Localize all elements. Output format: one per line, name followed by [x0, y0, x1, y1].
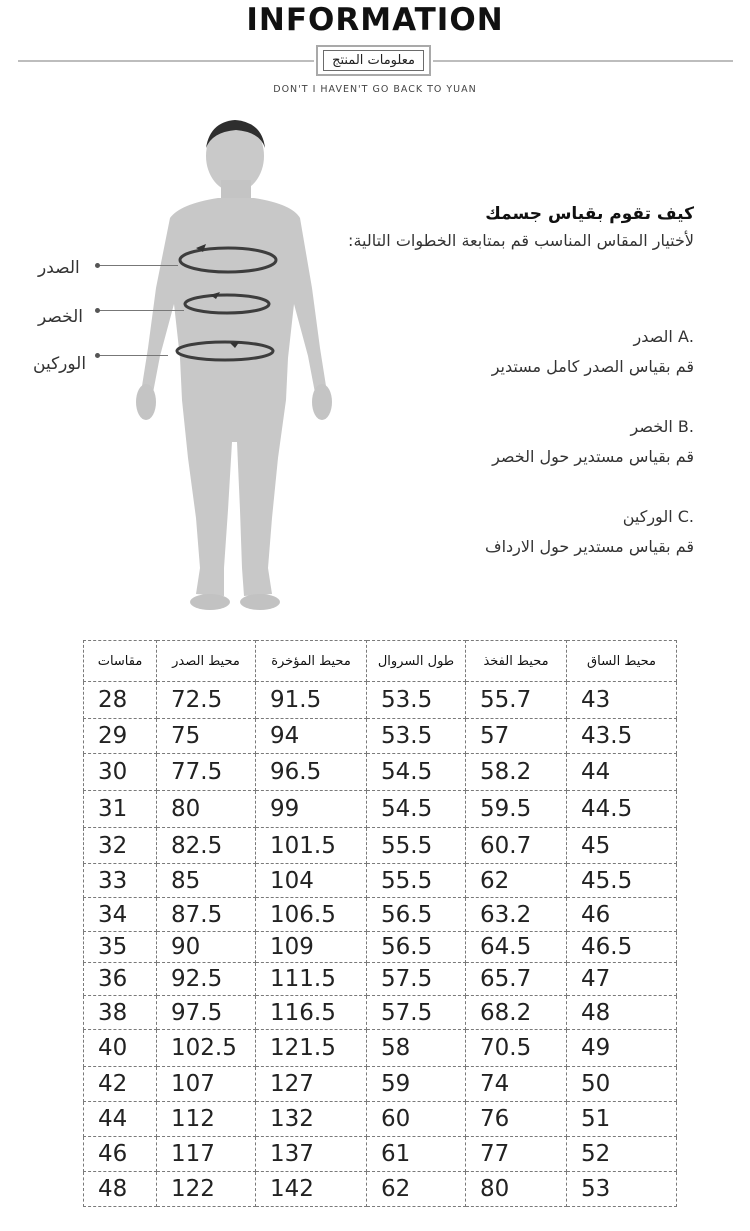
table-row — [84, 864, 677, 898]
table-cell: 32 — [84, 828, 157, 864]
table-cell: 55.5 — [367, 864, 466, 898]
table-cell: 38 — [84, 996, 157, 1030]
table-cell: 90 — [157, 932, 256, 963]
guide-heading: كيف تقوم بقياس جسمك — [485, 204, 694, 224]
table-cell: 43.5 — [567, 719, 677, 754]
table-row — [84, 791, 677, 828]
table-cell: 127 — [256, 1067, 367, 1102]
size-chart-table — [83, 640, 677, 1207]
table-cell: 62 — [367, 1172, 466, 1207]
table-row — [84, 828, 677, 864]
table-cell: 31 — [84, 791, 157, 828]
table-row — [84, 1030, 677, 1067]
guide-step-chest — [314, 322, 694, 382]
table-cell: 59 — [367, 1067, 466, 1102]
header-divider-right — [433, 60, 733, 62]
table-row — [84, 996, 677, 1030]
table-cell: 70.5 — [466, 1030, 567, 1067]
table-cell: 35 — [84, 932, 157, 963]
table-cell: 28 — [84, 682, 157, 719]
table-cell: 62 — [466, 864, 567, 898]
table-cell: 75 — [157, 719, 256, 754]
table-cell: 122 — [157, 1172, 256, 1207]
table-cell: 64.5 — [466, 932, 567, 963]
table-cell: 46 — [84, 1137, 157, 1172]
table-cell: 44 — [84, 1102, 157, 1137]
table-cell: 111.5 — [256, 963, 367, 996]
table-cell: 85 — [157, 864, 256, 898]
table-cell: 106.5 — [256, 898, 367, 932]
table-cell: 53 — [567, 1172, 677, 1207]
table-cell: 91.5 — [256, 682, 367, 719]
table-cell: 137 — [256, 1137, 367, 1172]
table-cell: 72.5 — [157, 682, 256, 719]
table-cell: 49 — [567, 1030, 677, 1067]
table-cell: 80 — [157, 791, 256, 828]
header-subtitle: DON'T I HAVEN'T GO BACK TO YUAN — [273, 84, 477, 95]
table-cell: 45 — [567, 828, 677, 864]
table-cell: 44.5 — [567, 791, 677, 828]
table-cell: 58 — [367, 1030, 466, 1067]
product-info-badge — [316, 45, 431, 76]
table-cell: 53.5 — [367, 719, 466, 754]
header-pants-length: طول السروال — [367, 641, 466, 682]
guide-intro — [314, 204, 694, 256]
table-cell: 54.5 — [367, 791, 466, 828]
table-cell: 40 — [84, 1030, 157, 1067]
table-cell: 94 — [256, 719, 367, 754]
table-cell: 92.5 — [157, 963, 256, 996]
guide-step-text: قم بقياس مستدير حول الخصر — [492, 447, 694, 466]
table-cell: 51 — [567, 1102, 677, 1137]
table-cell: 116.5 — [256, 996, 367, 1030]
hips-leader-line — [98, 355, 168, 356]
table-cell: 87.5 — [157, 898, 256, 932]
table-cell: 109 — [256, 932, 367, 963]
table-row — [84, 963, 677, 996]
table-cell: 55.5 — [367, 828, 466, 864]
guide-step-hips — [314, 502, 694, 562]
hips-label: الوركين — [33, 354, 87, 374]
table-cell: 57.5 — [367, 996, 466, 1030]
table-cell: 50 — [567, 1067, 677, 1102]
chest-label: الصدر — [38, 258, 80, 278]
table-cell: 63.2 — [466, 898, 567, 932]
guide-step-text: قم بقياس مستدير حول الارداف — [484, 537, 694, 556]
guide-step-waist — [314, 412, 694, 472]
table-cell: 45.5 — [567, 864, 677, 898]
table-cell: 54.5 — [367, 754, 466, 791]
table-cell: 112 — [157, 1102, 256, 1137]
table-row — [84, 932, 677, 963]
table-cell: 65.7 — [466, 963, 567, 996]
table-row — [84, 1137, 677, 1172]
guide-step-title: .A الصدر — [633, 327, 694, 346]
guide-step-text: قم بقياس الصدر كامل مستدير — [491, 357, 694, 376]
table-cell: 46 — [567, 898, 677, 932]
table-row — [84, 682, 677, 719]
table-cell: 34 — [84, 898, 157, 932]
table-cell: 104 — [256, 864, 367, 898]
table-cell: 68.2 — [466, 996, 567, 1030]
waist-leader-line — [98, 310, 184, 311]
table-cell: 60.7 — [466, 828, 567, 864]
table-cell: 30 — [84, 754, 157, 791]
table-cell: 99 — [256, 791, 367, 828]
table-cell: 42 — [84, 1067, 157, 1102]
table-cell: 102.5 — [157, 1030, 256, 1067]
table-cell: 101.5 — [256, 828, 367, 864]
waist-label: الخصر — [38, 307, 83, 327]
table-cell: 57 — [466, 719, 567, 754]
table-cell: 142 — [256, 1172, 367, 1207]
table-cell: 52 — [567, 1137, 677, 1172]
header-hip: محيط المؤخرة — [256, 641, 367, 682]
table-row — [84, 754, 677, 791]
table-cell: 96.5 — [256, 754, 367, 791]
table-cell: 56.5 — [367, 898, 466, 932]
guide-step-title: .C الوركين — [622, 507, 694, 526]
page-title: INFORMATION — [246, 2, 504, 38]
table-cell: 46.5 — [567, 932, 677, 963]
header-chest: محيط الصدر — [157, 641, 256, 682]
table-cell: 80 — [466, 1172, 567, 1207]
table-cell: 107 — [157, 1067, 256, 1102]
table-cell: 97.5 — [157, 996, 256, 1030]
table-header-row — [84, 641, 677, 682]
table-cell: 61 — [367, 1137, 466, 1172]
table-cell: 47 — [567, 963, 677, 996]
table-row — [84, 898, 677, 932]
table-row — [84, 1102, 677, 1137]
table-cell: 60 — [367, 1102, 466, 1137]
table-cell: 59.5 — [466, 791, 567, 828]
table-cell: 56.5 — [367, 932, 466, 963]
table-row — [84, 719, 677, 754]
table-cell: 29 — [84, 719, 157, 754]
table-cell: 77 — [466, 1137, 567, 1172]
header-divider-left — [18, 60, 314, 62]
table-cell: 57.5 — [367, 963, 466, 996]
table-row — [84, 1067, 677, 1102]
table-cell: 53.5 — [367, 682, 466, 719]
table-cell: 43 — [567, 682, 677, 719]
table-cell: 58.2 — [466, 754, 567, 791]
table-cell: 36 — [84, 963, 157, 996]
header-size: مقاسات — [84, 641, 157, 682]
table-cell: 77.5 — [157, 754, 256, 791]
header-thigh: محيط الفخذ — [466, 641, 567, 682]
table-cell: 55.7 — [466, 682, 567, 719]
guide-step-title: .B الخصر — [630, 417, 694, 436]
table-cell: 121.5 — [256, 1030, 367, 1067]
table-cell: 44 — [567, 754, 677, 791]
table-row — [84, 1172, 677, 1207]
table-cell: 76 — [466, 1102, 567, 1137]
table-cell: 48 — [567, 996, 677, 1030]
table-cell: 74 — [466, 1067, 567, 1102]
header-leg-opening: محيط الساق — [567, 641, 677, 682]
table-cell: 82.5 — [157, 828, 256, 864]
table-cell: 48 — [84, 1172, 157, 1207]
table-cell: 33 — [84, 864, 157, 898]
guide-intro-text: لأختيار المقاس المناسب قم بمتابعة الخطوات التالية: — [348, 231, 694, 250]
badge-label: معلومات المنتج — [323, 50, 424, 71]
chest-leader-line — [98, 265, 178, 266]
table-cell: 132 — [256, 1102, 367, 1137]
table-cell: 117 — [157, 1137, 256, 1172]
